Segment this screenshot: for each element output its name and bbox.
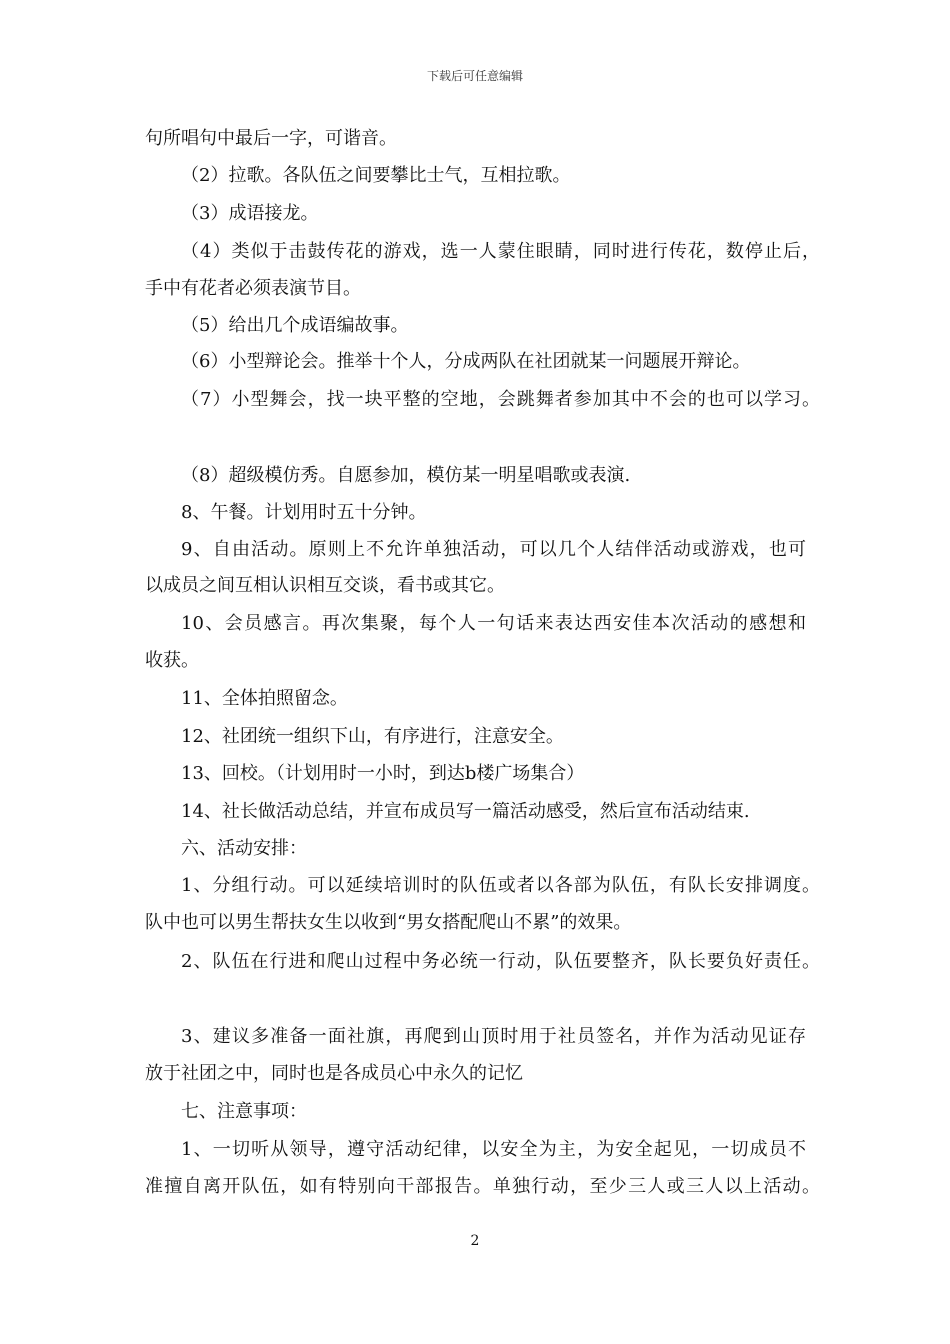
text-line: 手中有花者必须表演节目。 xyxy=(145,278,361,299)
text-line: 2、队伍在行进和爬山过程中务必统一行动，队伍要整齐，队长要负好责任。 xyxy=(181,951,820,972)
text-line: 8、午餐。计划用时五十分钟。 xyxy=(181,502,427,523)
text-line: 1、分组行动。可以延续培训时的队伍或者以各部为队伍，有队长安排调度。 xyxy=(181,875,820,896)
text-line: 准擅自离开队伍，如有特别向干部报告。单独行动，至少三人或三人以上活动。 xyxy=(145,1176,820,1197)
text-line: （4）类似于击鼓传花的游戏，选一人蒙住眼睛，同时进行传花，数停止后， xyxy=(181,241,820,262)
text-line: 放于社团之中，同时也是各成员心中永久的记忆 xyxy=(145,1063,523,1084)
section-heading: 六、活动安排： xyxy=(181,838,307,859)
text-line: 13、回校。（计划用时一小时，到达b楼广场集合） xyxy=(181,763,585,784)
text-line: （3）成语接龙。 xyxy=(181,203,319,224)
text-line: 以成员之间互相认识相互交谈，看书或其它。 xyxy=(145,575,505,596)
text-line: 收获。 xyxy=(145,650,199,671)
text-line: （5）给出几个成语编故事。 xyxy=(181,315,409,336)
text-line: 10、会员感言。再次集聚，每个人一句话来表达西安佳本次活动的感想和 xyxy=(181,613,806,634)
text-line: 12、社团统一组织下山，有序进行，注意安全。 xyxy=(181,726,564,747)
text-line: 3、建议多准备一面社旗，再爬到山顶时用于社员签名，并作为活动见证存 xyxy=(181,1026,806,1047)
text-line: （2）拉歌。各队伍之间要攀比士气，互相拉歌。 xyxy=(181,165,571,186)
text-line: 14、社长做活动总结，并宣布成员写一篇活动感受，然后宣布活动结束. xyxy=(181,801,750,822)
text-line: 9、自由活动。原则上不允许单独活动，可以几个人结伴活动或游戏，也可 xyxy=(181,539,806,560)
text-line: （8）超级模仿秀。自愿参加，模仿某一明星唱歌或表演. xyxy=(181,465,631,486)
text-line: 句所唱句中最后一字，可谐音。 xyxy=(145,128,397,149)
page-header: 下载后可任意编辑 xyxy=(426,69,523,83)
text-line: 11、全体拍照留念。 xyxy=(181,688,348,709)
page-number: 2 xyxy=(470,1233,480,1249)
section-heading: 七、注意事项： xyxy=(181,1101,307,1122)
text-line: 队中也可以男生帮扶女生以收到“男女搭配爬山不累”的效果。 xyxy=(145,912,632,933)
text-line: 1、一切听从领导，遵守活动纪律，以安全为主，为安全起见，一切成员不 xyxy=(181,1139,806,1160)
text-line: （7）小型舞会，找一块平整的空地，会跳舞者参加其中不会的也可以学习。 xyxy=(181,389,820,410)
text-line: （6）小型辩论会。推举十个人，分成两队在社团就某一问题展开辩论。 xyxy=(181,351,751,372)
